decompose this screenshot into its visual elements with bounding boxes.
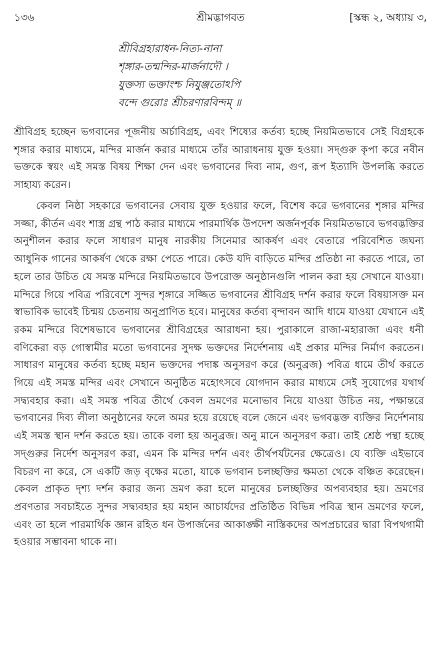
- section-reference: [স্কন্ধ ২, অধ্যায় ৩,: [349, 12, 427, 24]
- verse-line: শ্রীবিগ্রহারাধন-নিত্য-নানা: [118, 43, 222, 55]
- purport-paragraph: কেবল নিষ্ঠা সহকারে ভগবানের সেবায় যুক্ত হওয়ার ফলে, বিশেষ করে ভগবানের শৃঙ্গার মন্দির সজ্জা, কীর্তন এবং শাস্ত্র গ্রন্থ পাঠ করার মাধ্যমে পারমার্থিক উপদেশ অর্জনপূর্বক নিয়মিতভাবে ভগবদ্ভক্তির অনুশীলন করার ফলে সাধারণ মানুষ নারকীয় সিনেমার আকর্ষণ এবং বেতারে পরিবেশিত জঘন্য আধুনিক গানের আকর্ষণ থেকে রক্ষা পেতে পারে। কেউ যদি বাড়িতে মন্দির প্রতিষ্ঠা না করতে পারে, তা হলে তার উচিত যে সমস্ত মন্দিরে নিয়মিতভাবে উপরোক্ত অনুষ্ঠানগুলি পালন করা হয় সেখানে যাওয়া। মন্দিরে গিয়ে পবিত্র পরিবেশে সুন্দর শৃঙ্গারে সজ্জিত ভগবানের শ্রীবিগ্রহ দর্শন করার ফলে বিষয়াসক্ত মন স্বাভাবিক ভাবেই চিন্ময় চেতনায় অনুপ্রাণিত হবে। মানুষের কর্তব্য বৃন্দাবন আদি ধামে যাওয়া যেখানে এই রকম মন্দিরে বিশেষভাবে ভগবানের শ্রীবিগ্রহের আরাধনা হয়। পুরাকালে রাজা-মহারাজা এবং ধনী বণিকেরা বড় গোস্বামীর মতো ভগবানের সুদক্ষ ভক্তদের নির্দেশনায় এই প্রকার মন্দির নির্মাণ করতেন। সাধারণ মানুষের কর্তব্য হচ্ছে মহান ভক্তদের পদাঙ্ক অনুসরণ করে (অনুব্রজ) পবিত্র ধামে তীর্থ করতে গিয়ে এই সমস্ত মন্দির এবং সেখানে অনুষ্ঠিত মহোৎসবে যোগদান করার মাধ্যমে সেই সুযোগের যথার্থ সদ্ব্যবহার করা। এই সমস্ত পবিত্র তীর্থে কেবল ভ্রমণের মনোভাব নিয়ে যাওয়া উচিত নয়, পক্ষান্তরে ভগবানের দিব্য লীলা অনুষ্ঠানের ফলে অমর হয়ে রয়েছে বলে জেনে এবং ভগবদ্ভক্ত ব্যক্তির নির্দেশনায় এই সমস্ত স্থান দর্শন করতে হয়। তাকে বলা হয় অনুব্রজ। অনু মানে অনুসরণ করা। তাই শ্রেষ্ঠ পন্থা হচ্ছে সদ্গুরুর নির্দেশ অনুসরণ করা, এমন কি মন্দির দর্শন এবং তীর্থপর্যটনের ক্ষেত্রেও। যে ব্যক্তি এইভাবে বিচরণ না করে, সে একটি জড় বৃক্ষের মতো, যাকে ভগবান চলচ্ছক্তির ক্ষমতা থেকে বঞ্চিত করেছেন। কেবল প্রাকৃত দৃশ্য দর্শন করার জন্য ভ্রমণ করা হলে মানুষের চলচ্ছক্তির অপব্যবহার হয়। ভ্রমণের প্রবণতার সবচাইতে সুন্দর সদ্ব্যবহার হয় মহান আচার্যদের প্রতিষ্ঠিত বিভিন্ন পবিত্র স্থান ভ্রমণের ফলে, এবং তা হলে পারমার্থিক জ্ঞান রহিত ধন উপার্জনের আকাঙ্ক্ষী নাস্তিকদের অপপ্রচারের দ্বারা বিপথগামী হওয়ার সম্ভাবনা থাকে না।: [14, 201, 424, 549]
- verse-line: বন্দে গুরোঃ শ্রীচরণারবিন্দম্ ॥: [118, 97, 242, 109]
- running-title: শ্রীমদ্ভাগবত: [196, 12, 245, 24]
- page-header: [14, 10, 427, 26]
- verse-line: যুক্তস্য ভক্তাংশ্চ নিযুঞ্জতোঽপি: [118, 79, 241, 91]
- verse-line: শৃঙ্গার-তন্মন্দির-মার্জনাদৌ ।: [118, 61, 229, 73]
- purport-paragraph: শ্রীবিগ্রহ হচ্ছেন ভগবানের পূজনীয় অর্চাবিগ্রহ, এবং শিষ্যের কর্তব্য হচ্ছে নিয়মিতভাবে সেই বিগ্রহকে শৃঙ্গার করার মাধ্যমে, মন্দির মার্জন করার মাধ্যমে তাঁর আরাধনায় যুক্ত হওয়া। সদ্গুরু কৃপা করে নবীন ভক্তকে স্বয়ং এই সমস্ত বিষয় শিক্ষা দেন এবং ভগবানের দিব্য নাম, গুণ, রূপ ইত্যাদি উপলব্ধি করতে সাহায্য করেন।: [14, 127, 424, 191]
- page-number: ১৩৬: [14, 12, 35, 24]
- verse-block: [118, 40, 418, 112]
